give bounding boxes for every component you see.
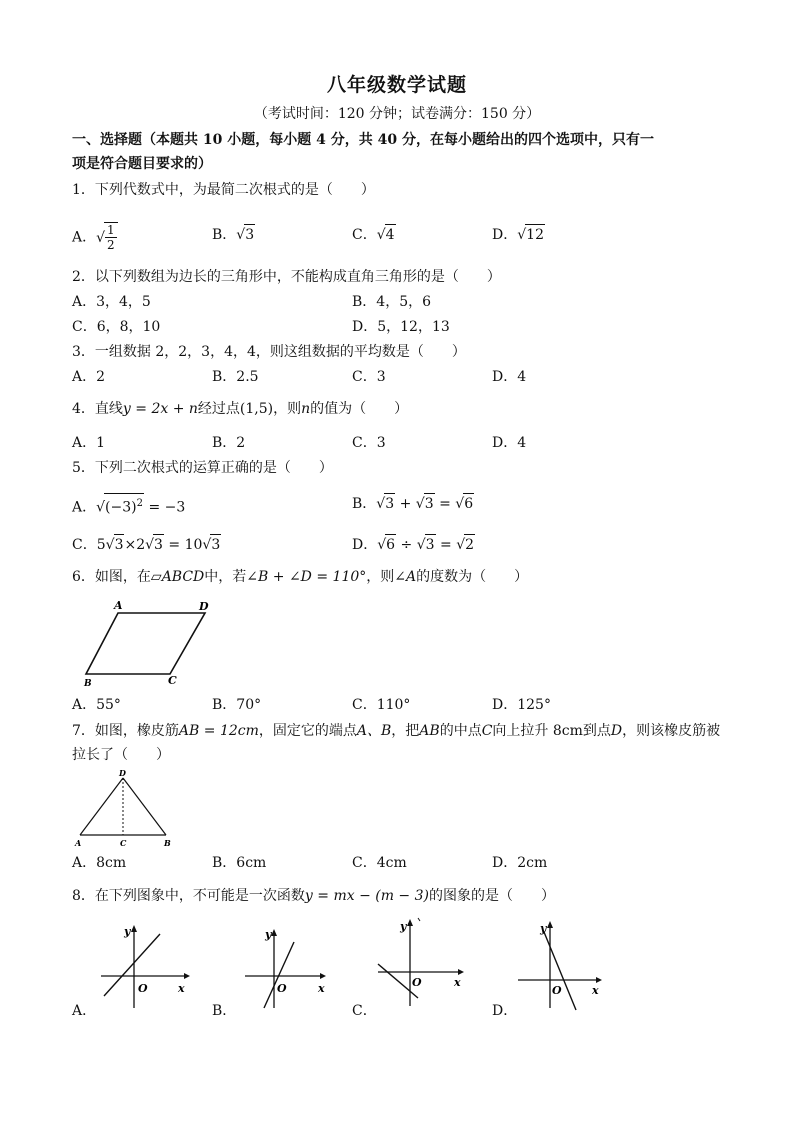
y-axis-label: y xyxy=(400,920,407,933)
q8-equation: y = mx − (m − 3) xyxy=(304,888,429,904)
q4-stem-text: 经过点 xyxy=(197,401,240,417)
q4-option-a: A．1 xyxy=(72,435,106,451)
segment-bd xyxy=(123,778,166,835)
q4-point: (1,5) xyxy=(239,401,274,417)
q7-stem-text: 7．如图，橡皮筋 xyxy=(72,723,179,739)
q5-a-rhs: = −3 xyxy=(148,499,186,516)
q5-a-label: A． xyxy=(72,499,97,516)
q8-stem-text: 的图象的是（ ） xyxy=(429,888,555,904)
q1-b-label: B． xyxy=(212,227,237,243)
q8-graph-d xyxy=(514,912,614,1012)
x-axis-arrow xyxy=(184,973,190,979)
function-line xyxy=(104,934,160,996)
point-label-b: B xyxy=(164,838,171,848)
q4-stem-text: 的值为（ ） xyxy=(310,401,409,417)
q7-point-d: D xyxy=(610,723,623,739)
q3-option-c: C．3 xyxy=(352,369,386,385)
q2-option-d: D．5，12，13 xyxy=(352,319,450,335)
q5-option-a: A．$√(-3)^2 = -3$ xyxy=(72,493,185,518)
q5-a-radicand: (−3) xyxy=(105,499,137,516)
vertex-label-c: C xyxy=(168,674,177,687)
q1-stem: 1．下列代数式中，为最简二次根式的是（ ） xyxy=(72,182,375,198)
q7-option-c: C．4cm xyxy=(352,855,407,871)
q2-option-a: A．3，4，5 xyxy=(72,294,151,310)
q1-d-value: 12 xyxy=(525,224,545,245)
segment-ad xyxy=(80,778,123,835)
q6-option-c: C．110° xyxy=(352,697,411,713)
q6-angle: ∠A xyxy=(394,569,417,585)
q7-length: AB = 12cm xyxy=(178,723,259,739)
q5-c-k1: 5 xyxy=(96,537,106,553)
page-title: 八年级数学试题 xyxy=(326,74,467,96)
origin-label: O xyxy=(552,984,562,997)
y-axis-arrow xyxy=(271,929,277,936)
x-axis-label: x xyxy=(454,976,461,989)
q5-c-op: ×2 xyxy=(124,537,146,553)
q7-stem-text: ，把 xyxy=(391,723,420,739)
numerator: 1 xyxy=(107,223,115,237)
q7-endpoints: A、B xyxy=(356,723,392,739)
q6-parallelogram-name: ▱ABCD xyxy=(150,569,205,585)
q4-variable: n xyxy=(301,401,311,417)
origin-label: O xyxy=(412,976,422,989)
point-label-d: D xyxy=(119,768,126,778)
q1-b-value: 3 xyxy=(244,224,255,245)
radical-sign: √ xyxy=(96,229,106,246)
q8-option-a: A． xyxy=(72,1003,97,1019)
q5-b-op: + xyxy=(399,496,412,512)
q5-d-op: ÷ xyxy=(400,537,413,553)
q1-option-b: B．√3 xyxy=(212,224,255,245)
q4-option-b: B．2 xyxy=(212,435,246,451)
q2-option-c: C．6，8，10 xyxy=(72,319,161,335)
q6-stem-text: 6．如图，在 xyxy=(72,569,151,585)
q1-option-d: D．√12 xyxy=(492,224,545,245)
y-axis-label: y xyxy=(124,925,131,938)
q8-option-b: B． xyxy=(212,1003,237,1019)
q7-stem-text: ，固定它的端点 xyxy=(258,723,357,739)
y-axis-arrow xyxy=(131,925,137,932)
point-label-a: A xyxy=(75,838,82,848)
q7-triangle-figure xyxy=(72,768,182,852)
q6-option-d: D．125° xyxy=(492,697,551,713)
q5-a-exponent: 2 xyxy=(136,498,143,509)
q5-b-v2: 3 xyxy=(424,493,435,514)
q5-option-b: B．√3 + √3 = √6 xyxy=(352,493,474,514)
q6-stem xyxy=(72,567,528,587)
q5-b-label: B． xyxy=(352,496,377,512)
section-heading-line2: 项是符合题目要求的） xyxy=(72,156,212,172)
q8-graph-c xyxy=(374,912,474,1012)
q7-option-a: A．8cm xyxy=(72,855,127,871)
x-axis-label: x xyxy=(592,984,599,997)
exam-info: （考试时间：120 分钟；试卷满分：150 分） xyxy=(253,106,541,122)
q4-stem-text: ，则 xyxy=(273,401,302,417)
y-axis-label: y xyxy=(265,928,272,941)
q6-option-a: A．55° xyxy=(72,697,121,713)
q1-d-label: D． xyxy=(492,227,518,243)
q5-d-v2: 3 xyxy=(425,534,436,555)
denominator: 2 xyxy=(107,238,115,252)
q5-c-label: C． xyxy=(72,537,97,553)
q5-d-label: D． xyxy=(352,537,378,553)
section-heading-line1: 一、选择题（本题共 10 小题，每小题 4 分，共 40 分，在每小题给出的四个选项中，只有一 xyxy=(72,132,654,148)
q5-d-eq: = xyxy=(440,537,452,553)
q7-segment: AB xyxy=(419,723,440,739)
point-label-c: C xyxy=(120,838,127,848)
q8-stem xyxy=(72,886,555,906)
y-axis-arrow xyxy=(547,921,553,928)
q5-b-v3: 6 xyxy=(463,493,474,514)
fraction xyxy=(105,223,117,252)
q4-stem-text: 4．直线 xyxy=(72,401,123,417)
q3-stem: 3．一组数据 2，2，3，4，4，则这组数据的平均数是（ ） xyxy=(72,344,466,360)
q8-stem-text: 8．在下列图象中，不可能是一次函数 xyxy=(72,888,305,904)
y-axis-arrow xyxy=(407,919,413,926)
function-line xyxy=(544,932,576,1010)
q4-equation: y = 2x + n xyxy=(122,401,198,417)
q7-midpoint: C xyxy=(481,723,493,739)
x-axis-arrow xyxy=(458,969,464,975)
q5-c-v2: 3 xyxy=(153,534,164,555)
q7-stem-text: 的中点 xyxy=(439,723,482,739)
q1-a-label: A． xyxy=(72,229,97,246)
q5-b-v1: 3 xyxy=(384,493,395,514)
q7-stem-text: 向上拉升 8cm到点 xyxy=(492,723,611,739)
function-line xyxy=(264,942,294,1008)
q5-b-eq: = xyxy=(439,496,451,512)
q6-stem-text: 的度数为（ ） xyxy=(416,569,529,585)
q3-option-d: D．4 xyxy=(492,369,527,385)
y-axis-label: y xyxy=(540,922,547,935)
q5-stem: 5．下列二次根式的运算正确的是（ ） xyxy=(72,460,333,476)
q8-graph-b xyxy=(240,918,335,1013)
q6-stem-text: 中，若 xyxy=(204,569,247,585)
q5-c-eq: = 10 xyxy=(168,537,203,553)
q1-option-c: C．√4 xyxy=(352,224,396,245)
q6-parallelogram-figure xyxy=(72,598,222,688)
q2-stem: 2．以下列数组为边长的三角形中，不能构成直角三角形的是（ ） xyxy=(72,269,501,285)
q1-option-a xyxy=(72,222,118,252)
q4-option-d: D．4 xyxy=(492,435,527,451)
q5-c-v3: 3 xyxy=(210,534,221,555)
q8-option-c: C． xyxy=(352,1003,377,1019)
q7-option-b: B．6cm xyxy=(212,855,267,871)
q4-stem xyxy=(72,399,408,419)
vertex-label-d: D xyxy=(199,600,209,613)
parallelogram-shape xyxy=(86,613,205,674)
q1-c-label: C． xyxy=(352,227,377,243)
x-axis-arrow xyxy=(320,973,326,979)
q6-condition: ∠B + ∠D = 110° xyxy=(246,569,367,585)
vertex-label-a: A xyxy=(114,599,123,612)
q5-option-c: C．5√3×2√3 = 10√3 xyxy=(72,534,221,555)
q5-option-d: D．√6 ÷ √3 = √2 xyxy=(352,534,475,555)
q8-option-d: D． xyxy=(492,1003,518,1019)
q7-option-d: D．2cm xyxy=(492,855,548,871)
q5-c-v1: 3 xyxy=(114,534,125,555)
q3-option-b: B．2.5 xyxy=(212,369,259,385)
x-axis-arrow xyxy=(596,977,602,983)
q5-d-v3: 2 xyxy=(464,534,475,555)
q4-option-c: C．3 xyxy=(352,435,386,451)
q3-option-a: A．2 xyxy=(72,369,106,385)
origin-label: O xyxy=(277,982,287,995)
q2-option-b: B．4，5，6 xyxy=(352,294,432,310)
q7-stem-line2: 拉长了（ ） xyxy=(72,747,170,763)
vertex-label-b: B xyxy=(84,679,92,688)
origin-label: O xyxy=(138,982,148,995)
q7-stem-line1 xyxy=(72,721,720,741)
x-axis-label: x xyxy=(318,982,325,995)
q6-option-b: B．70° xyxy=(212,697,262,713)
q8-graph-a xyxy=(96,918,191,1013)
q1-c-value: 4 xyxy=(385,224,396,245)
q6-stem-text: ，则 xyxy=(366,569,395,585)
q7-stem-text: ，则该橡皮筋被 xyxy=(622,723,721,739)
stray-mark xyxy=(418,918,420,921)
q5-d-v1: 6 xyxy=(385,534,396,555)
x-axis-label: x xyxy=(178,982,185,995)
